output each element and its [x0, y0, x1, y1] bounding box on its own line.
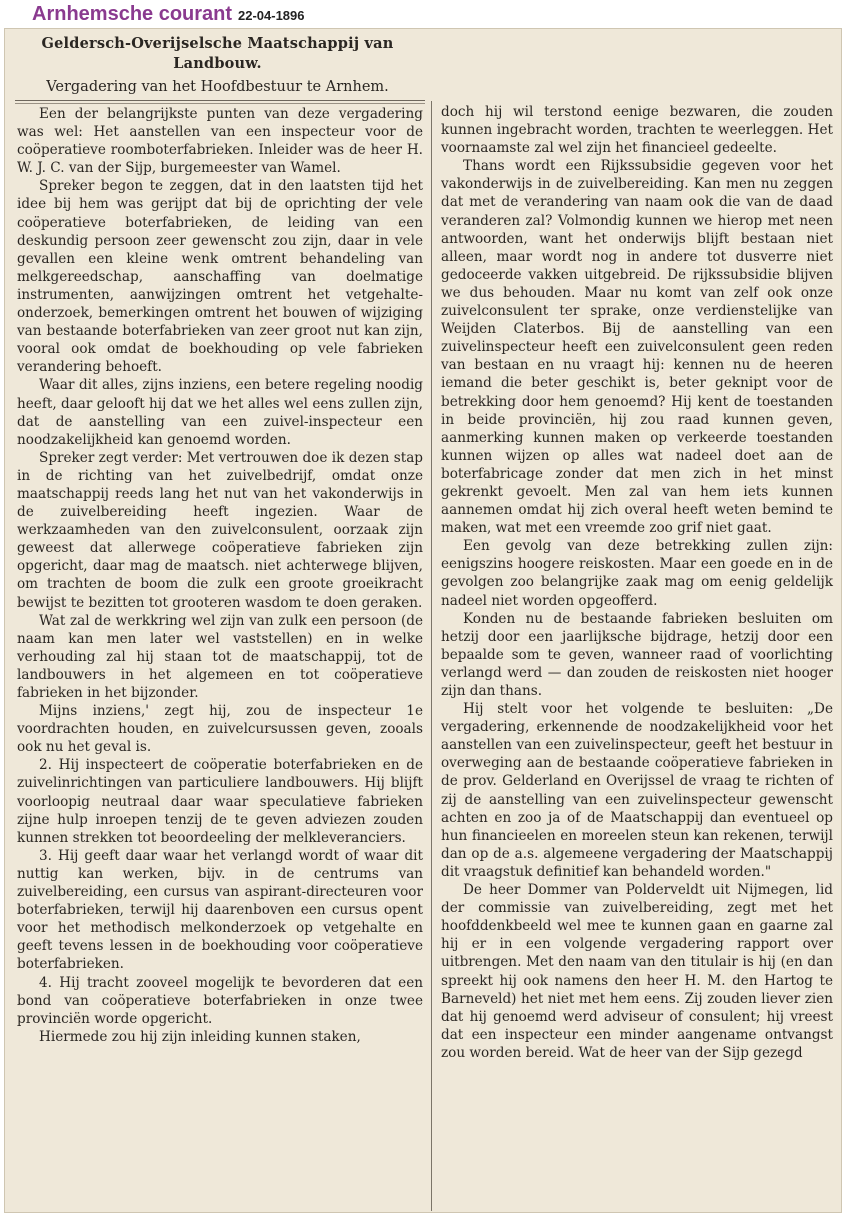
paragraph: Konden nu de bestaande fabrieken besluiten om hetzij door een jaarlijksche bijdrage, hetzij door een bepaalde som te geven, wanneer raad of voorlichting verlangd werd — dan zouden de reiskosten niet hooger zijn dan thans. — [441, 610, 833, 699]
newspaper-name: Arnhemsche courant — [32, 3, 233, 25]
right-column — [441, 103, 833, 1062]
paragraph: 2. Hij inspecteert de coöperatie boterfabrieken en de zuivelinrichtingen van particuliere landbouwers. Hij blijft voorloopig neutraal daar waar speculatieve fabrieken zijne hulp inroepen tenzij de te geven adviezen zouden kunnen strekken tot beoordeeling der melkleveranciers. — [17, 757, 423, 846]
paragraph: Wat zal de werkkring wel zijn van zulk een persoon (de naam kan men later wel vaststellen) en in welke verhouding zal hij staan tot de maatschappij, tot de landbouwers in het algemeen en tot coöperatieve fabrieken in het bijzonder. — [17, 612, 423, 701]
paragraph: 3. Hij geeft daar waar het verlangd wordt of waar dit nuttig kan werken, bijv. in de centrums van zuivelbereiding, een cursus van aspirant-directeuren voor boterfabrieken, terwijl hij daarenboven een cursus opent voor het methodisch melkonderzoek op vetgehalte en geeft tevens lessen in de boekhouding voor coöperatieve boterfabrieken. — [17, 847, 423, 973]
paragraph: De heer Dommer van Polderveldt uit Nijmegen, lid der commissie van zuivelbereiding, zegt met het hoofddenkbeeld wel mee te kunnen gaan en gaarne zal hij er in een volgende vergadering rapport over uitbrengen. Met den naam van den titulair is hij (en dan spreekt hij ook namens den heer H. M. den Hartog te Barneveld) het niet met hem eens. Zij zouden liever zien dat hij genoemd werd adviseur of consulent; hij vreest dat een inspecteur een minder aangename ontvangst zou worden bereid. Wat de heer van der Sijp gezegd — [441, 882, 833, 1061]
header-rule — [15, 100, 425, 101]
article-title: Geldersch-Overijselsche Maatschappij van Landbouw. — [41, 35, 394, 72]
newspaper-clipping — [4, 28, 842, 1213]
paragraph: Thans wordt een Rijkssubsidie gegeven voor het vakonderwijs in de zuivelbereiding. Kan men nu zeggen dat met de verandering van naam ook die van de daad veranderen zal? Volmondig kunnen we hierop met neen antwoorden, want het onderwijs blijft bestaan niet alleen, maar wordt nog in andere tot dusverre niet gedoceerde vakken uitgebreid. De rijkssubsidie blijven we dus behouden. Maar nu komt van zelf ook onze zuivelconsulent ter sprake, onze verdienstelijke van Weijden Claterbos. Bij de aanstelling van een zuivelinspecteur heeft een zuivelconsulent geen reden van bestaan en nu vraagt hij: kennen nu de heeren iemand die beter geschikt is, beter geknipt voor de betrekking door hem genoemd? Hij kent de toestanden in beide provinciën, hij zou raad kunnen geven, aanmerking kunnen maken op verkeerde toestanden kunnen wijzen op alles wat nadeel doet aan de boterfabricage zonder dat men zich in het minst gekrenkt gevoelt. Men zal van hem iets kunnen aannemen omdat hij zich overal heeft weten bemind te maken, wat met een vreemde zoo grif niet gaat. — [441, 158, 833, 537]
paragraph: Een gevolg van deze betrekking zullen zijn: eenigszins hoogere reiskosten. Maar een goede en in de gevolgen zoo belangrijke zaak mag om eenig geldelijk nadeel niet worden opgeofferd. — [441, 538, 833, 609]
paragraph: doch hij wil terstond eenige bezwaren, die zouden kunnen ingebracht worden, trachten te weerleggen. Het voornaamste zal wel zijn het financieel gedeelte. — [441, 104, 833, 157]
article-header — [5, 29, 430, 97]
paragraph: Hiermede zou hij zijn inleiding kunnen staken, — [39, 1028, 361, 1045]
paragraph: Een der belangrijkste punten van deze vergadering was wel: Het aanstellen van een inspecteur voor de coöperatieve roomboterfabrieken. Inleider was de heer H. W. J. C. van der Sijp, burgemeester van Wamel. — [17, 106, 423, 177]
column-divider — [431, 101, 432, 1211]
paragraph: Hij stelt voor het volgende te besluiten: „De vergadering, erkennende de noodzakelijkheid voor het aanstellen van een zuivelinspecteur, geeft het bestuur in overweging aan de bestaande coöperatieve fabrieken in de prov. Gelderland en Overijssel de vraag te richten of zij de aanstelling van een zuivelinspecteur gewenscht achten en zoo ja of de Maatschappij dan eventueel op hun financieelen en moreelen steun kan rekenen, terwijl dan op de a.s. algemeene vergadering der Maatschappij dit vraagstuk definitief kan behandeld worden." — [441, 701, 833, 880]
article-subtitle: Vergadering van het Hoofdbestuur te Arnhem. — [46, 79, 389, 95]
paragraph: Spreker zegt verder: Met vertrouwen doe ik dezen stap in de richting van het zuivelbedrijf, omdat onze maatschappij reeds lang het nut van het vakonderwijs in de zuivelbereiding heeft ingezien. Waar de werkzaamheden van den zuivelconsulent, oorzaak zijn geweest dat allerwege coöperatieve fabrieken zijn opgericht, daar mag de maatsch. niet achterwege blijven, om trachten de boom die zulk een groote groeikracht bewijst te bezitten tot grooteren wasdom te doen geraken. — [17, 449, 423, 611]
paragraph: Spreker begon te zeggen, dat in den laatsten tijd het idee bij hem was gerijpt dat bij de oprichting der vele coöperatieve boterfabrieken, de leiding van een deskundig persoon zeer gewenscht zou zijn, daar in vele gevallen een kleine wenk omtrent behandeling van melkgereedschap, aanschaffing van doelmatige instrumenten, aanwijzingen omtrent het vetgehalte-onderzoek, bemerkingen omtrent het bouwen of wijziging van bestaande boterfabrieken van zeer groot nut kan zijn, vooral ook omdat de boekhouding op vele fabrieken verandering behoeft. — [17, 178, 423, 376]
newspaper-header — [0, 0, 850, 30]
paragraph: Waar dit alles, zijns inziens, een betere regeling noodig heeft, daar gelooft hij dat we het alles wel eens zullen zijn, dat de aanstelling van een zuivel-inspecteur een noodzakelijkheid kan genoemd worden. — [17, 377, 423, 448]
paragraph: Mijns inziens,' zegt hij, zou de inspecteur 1e voordrachten houden, en zuivelcursussen geven, zooals ook nu het geval is. — [17, 703, 423, 756]
publication-date: 22-04-1896 — [238, 8, 305, 23]
header-rule-bottom — [15, 103, 425, 104]
paragraph: 4. Hij tracht zooveel mogelijk te bevorderen dat een bond van coöperatieve boterfabrieken in onze twee provinciën worde opgericht. — [17, 974, 423, 1027]
left-column — [17, 105, 423, 1046]
